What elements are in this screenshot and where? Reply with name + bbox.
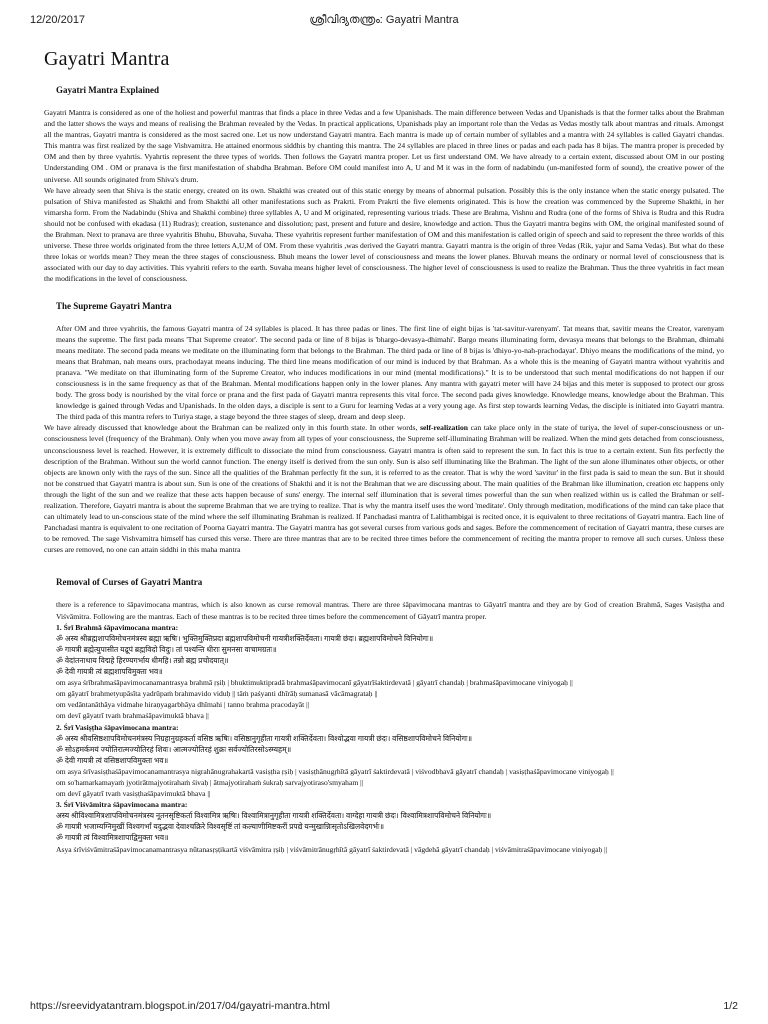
mantra-line: ॐ अस्य श्रीब्रह्मशापविमोचनमंत्रस्य ब्रह्मा ऋषिः। भुक्तिमुक्तिप्रदा ब्रह्मशापविमोचनी गायत्रीशक्तिर्देवता। गायत्री छंदः। ब्रह्मशापविमोचने विनियोगः॥ bbox=[56, 633, 434, 643]
mantra-line: ॐ सोऽहमर्कमयं ज्योतिरात्मज्योतिरहं शिवः। आत्मज्योतिरहं शुक्रः सर्वज्योतिरसोऽस्म्यहम्॥ bbox=[56, 744, 292, 754]
mantra-line: om devī gāyatrī tvaṁ brahmaśāpavimuktā bhava || bbox=[56, 711, 209, 721]
paragraph: After OM and three vyahritis, the famous Gayatri mantra of 24 syllables is placed. It has three padas or lines. The first line of eight bijas is 'tat-savitur-varenyam'. Tat means that, savitir means the Creator, varenyam means the supreme. The first pada means 'That Supreme creator'. The second pada or line of 8 bijas is 'bhargo-devasya-dhimahi'. Bargo means illuminating form, devasya means that belongs to the Brahman, dhimahi means meditate. The second pada means we meditate on the illuminating form that belongs to the Brahman. The third pada or line of 8 bijas is 'dhiyo-yo-nah-prachodayat'. Dhiyo means the modifications of the mind, yo means that Brahman, nah means ours, prachodayat means inducing. The third line means modification of our mind is induced by that Brahman. As a whole this is the meaning of Gayatri mantra without vyahritis and pranava. "We meditate on that illuminating form of the Supreme Creator, who induces modifications in our mind (mental modifications)." It is to be understood that such mental modifications do not happen if our consciousness is in the same frequency as that of the Brahman. Mental modifications happen only in the lower planes. Any mantra with gayatri meter will have 24 bijas and this meter is supposed to protect our gross body. The gross body is nourished by the vital force or prana and the first pada of Gayatri mantra represents this vital force. The second pada gives knowledge. Knowledge means, knowledge about the Brahman. This knowledge is gained through Vedas and Upanishads. In the olden days, a disciple is sent to a Guru for learning Vedas at a very young age. As first step towards learning Vedas, the disciple is initiated into Gayatri mantra. The third pada of this mantra refers to Turiya stage, a stage beyond the three stages of sleep, dream and deep sleep. bbox=[56, 323, 724, 422]
mantra-line: ॐ गायत्री त्वं विश्वामित्रशापाद्विमुक्ता भव॥ bbox=[56, 833, 169, 843]
page-number: 1/2 bbox=[723, 1000, 738, 1012]
paragraph: there is a reference to śāpavimocana mantras, which is also known as curse removal mantras. There are three śāpavimocana mantras to Gāyatrī mantra and they are by God of creation Brahmā, Sages Vasiṣṭha and Viśvāmitra. Following are the mantras. Each of these mantras is to be recited three times before the commencement of Gāyatrī mantra proper. bbox=[56, 600, 724, 621]
section-heading-explained: Gayatri Mantra Explained bbox=[56, 85, 159, 95]
print-date: 12/20/2017 bbox=[30, 14, 86, 26]
bold-term: self-realization bbox=[420, 423, 469, 433]
mantra-list bbox=[44, 622, 724, 855]
mantra-line: om asya śrībrahmaśāpavimocanamantrasya brahmā ṛṣiḥ | bhuktimuktipradā brahmaśāpavimocanī gāyatrīśaktirdevatā | gāyatrī chandaḥ | brahmaśāpavimocane viniyogaḥ || bbox=[56, 678, 573, 688]
mantra-line: ॐ गायत्री ब्रह्मेत्युपासीत यद्रूपं ब्रह्मविदो विदुः। तां पश्यन्ति धीराः सुमनसा वाचामग्रतः॥ bbox=[56, 644, 277, 654]
page-url: https://sreevidyatantram.blogspot.in/2017/04/gayatri-mantra.html bbox=[30, 1000, 330, 1012]
document-title: Gayatri Mantra bbox=[44, 48, 170, 70]
document-body bbox=[44, 48, 724, 990]
mantra-line: ॐ देवी गायत्री त्वं वसिष्ठशापविमुक्ता भव॥ bbox=[56, 755, 169, 765]
mantra-line: om vedāntanāthāya vidmahe hiraṇyagarbhāya dhīmahi | tanno brahma pracodayāt || bbox=[56, 700, 310, 710]
mantra-line: ॐ वेदांतनाथाय विद्महे हिरण्यगर्भाय धीमहि। तन्नो ब्रह्म प्रचोदयात्॥ bbox=[56, 655, 229, 665]
mantra-line: ॐ अस्य श्रीवसिष्ठशापविमोचनमंत्रस्य निग्रहानुग्रहकर्ता वसिष्ठ ऋषिः। वसिष्ठानुगृहीता गायत्री शक्तिर्देवता। विश्वोद्भवा गायत्री छंदः। वसिष्ठशापविमोचने विनियोगः॥ bbox=[56, 733, 473, 743]
paragraph-text: We have already discussed that knowledge about the Brahman can be realized only in this fourth state. In other words, bbox=[44, 423, 421, 433]
mantra-line: om gāyatrī brahmetyupāsīta yadrūpaṁ brahmavido viduḥ || tāṁ paśyanti dhīrāḥ sumanasā vācāmagrataḥ || bbox=[56, 689, 378, 699]
mantra-line: om asya śrīvasiṣṭhaśāpavimocanamantrasya nigrahānugrahakartā vasiṣṭha ṛṣiḥ | vasiṣṭhānugṛhītā gāyatrī śaktirdevatā | viśvodbhavā gāyatrī chandaḥ | vasiṣṭhaśāpavimocane viniyogaḥ || bbox=[56, 766, 614, 776]
print-header bbox=[30, 14, 738, 30]
mantra-heading: 2. Śrī Vasiṣṭha śāpavimocana mantra: bbox=[56, 722, 179, 732]
mantra-heading: 3. Śrī Viśvāmitra śāpavimocana mantra: bbox=[56, 800, 188, 810]
section-heading-supreme: The Supreme Gayatri Mantra bbox=[56, 300, 172, 311]
paragraph bbox=[44, 422, 724, 555]
paragraph-text: can take place only in the state of turiya, the level of super-consciousness or un-consciousness level (frequency of the Brahman). Only when you move away from all types of your consciousness, the Supreme self-illuminating Brahman will be realized. When the mind gets detached from consciousness, unconsciousness level is reached. However, it is extremely difficult to dissociate the mind from consciousness. Gayatri mantra is often said to represent the sun. In fact this is true to a certain extent. Sun fits perfectly the description of the Brahman. Without sun the world cannot function. The energy itself is derived from the sun only. Sun is also self illuminating like the Brahman. The light of the sun alone illuminates other objects, or other objects are known only with the rays of the sun. Since all the qualities of the Brahman perfectly fit the sun, it is referred to as the creator. That is why the word 'savitur' in the first pada is said to mean the sun. But it should not be construed that Gayatri mantra is about sun. Sun is one of the creations of Shakthi and it is not the Brahman that we are discussing about. The main qualities of the Brahman like illumination, creation etc happens only through the light of the sun and we realize that these acts happen because of suns' energy. The internal self illumination that is several times powerful than the sun when realized within us is called the Brahman or self-realization. Therefore, Gayatri mantra is about the supreme Brahman that we are trying to realize. That is why the mantra itself uses the word 'meditate'. Only through meditation, modifications of the mind can take place that can ultimately lead to un-conscious state of the mind where the self illuminating Brahman is realized. If Panchadasi mantra of Lalithambigai is recited once, it is equivalent to three recitations of Gayatri mantra. Each line of Panchadasi mantra is equivalent to one recitation of Poorna Gayatri mantra. The Gayatri mantra has got several curses from various gods and sages. Before the commencement of recitation of Gayatri mantra, these curses are to be removed. The sage Vishvamitra himself has cursed this verse. There are three mantras that are to be recited three times before the commencement of reciting the mantra proper to remove all such curses. Unless these curses are removed, no one can attain siddhi in this maha mantra bbox=[44, 423, 724, 555]
mantra-line: om so'hamarkamayaṁ jyotirātmajyotirahaṁ śivaḥ | ātmajyotirahaṁ śukraḥ sarvajyotiraso'smyaham || bbox=[56, 777, 364, 787]
paragraph: We have already seen that Shiva is the static energy, created on its own. Shakthi was created out of this static energy by means of abnormal pulsation. Possibly this is the only instance when the static energy pulsated. The pulsation of Shiva manifested as Shakthi and from Shakthi all other manifestations such as Prakrti. From Prakrti the five elements originated. This is how the creation was commenced by the Supreme Shakthi, in her vimarsha form. From the Nadabindu (Shiva and Shakthi combine) three syllables A, U and M originated, representing various triads. These are Brahma, Vishnu and Rudra (one of the forms of Shiva is Rudra and this Rudra should not be confused with ekadasa (11) Rudras); creation, sustenance and dissolution; past, present and future and desire, knowledge and action. Thus the Gayatri mantra begins with OM, the original manifested sound of the Brahman. Next to pranava are three vyahritis Bhuhu, Bhuvaha, Suvaha. These vyahritis represent further manifestation of OM and this manifestation is called origin of speech and said to represent the three worlds of this universe. These three worlds originated from the three letters A,U,M of OM. From these vyahritis ,was derived the Gayatri mantra. Gayatri mantra is the origin of three Vedas (Rik, yajur and Sama Vedas). But what do these three lokas or worlds mean? They mean the three stages of consciousness. Bhuh means the lower level of consciousness and means the lower planes. Bhuvah means the ordinary or normal level of consciousness that is associated with our day to day activities. This vyahriti refers to the earth. Suvaha means higher level of consciousness. The higher level of consciousness is used to realize the Brahman. Thus the three vyahritis in fact mean the modifications in the level of consciousness. bbox=[44, 185, 724, 284]
mantra-line: ॐ देवी गायत्री त्वं ब्रह्मशापविमुक्ता भव॥ bbox=[56, 667, 163, 677]
mantra-line: ॐ गायत्री भजाम्यग्निमुखीं विश्वगर्भां यदुद्भवा देवाश्चक्रिरे विश्वसृष्टिं तां कल्याणीमिष्टकरीं प्रपद्ये यन्मुखान्निःसृतोऽखिलवेदगर्भः॥ bbox=[56, 822, 385, 832]
print-page-title: ശ്രീവിദ്യതന്ത്രം: Gayatri Mantra bbox=[309, 14, 459, 26]
mantra-line: Asya śrīviśvāmitraśāpavimocanamantrasya nūtanasṛṣṭikartā viśvāmitra ṛṣiḥ | viśvāmitrānugṛhītā gāyatrī śaktirdevatā | vāgdehā gāyatrī chandaḥ | viśvāmitraśāpavimocane viniyogaḥ || bbox=[56, 844, 608, 854]
print-footer bbox=[30, 1000, 738, 1014]
mantra-heading: 1. Śrī Brahmā śāpavimocana mantra: bbox=[56, 622, 179, 632]
mantra-line: अस्य श्रीविश्वामित्रशापविमोचनमंत्रस्य नूतनसृष्टिकर्ता विश्वामित्र ऋषिः। विश्वामित्रानुगृहीता गायत्री शक्तिर्देवता। वाग्देहा गायत्री छंदः। विश्वामित्रशापविमोचने विनियोगः॥ bbox=[56, 811, 492, 821]
section-heading-curses: Removal of Curses of Gayatri Mantra bbox=[56, 577, 203, 588]
mantra-line: om devī gāyatrī tvaṁ vasiṣṭhaśāpavimuktā bhava || bbox=[56, 789, 211, 799]
paragraph: Gayatri Mantra is considered as one of the holiest and powerful mantras that finds a place in three Vedas and a few Upanishads. The main difference between Vedas and Upanishads is that the former talks about the Brahman and the latter shows the ways and means of realising the Brahman revealed by the Vedas. In practical applications, Upanishads play an important role than the Vedas as Vedas mostly talk about mantras and rituals. Amongst all the mantras, Gayatri mantra is considered as the most sacred one. Let us now understand Gayatri mantra. Each mantra is made up of certain number of syllables and a mantra with 24 syllables is called Gayatri chandas. This mantra was first realized by the sage Vishvamitra. He attained enormous siddhis by chanting this mantra. The 24 syllables are placed in three lines or padas and each pada has 8 bijas. The mantra proper is preceded by OM and then by three vyahrtis. Vyahrtis represent the three types of worlds. Then follows the Gayatri mantra proper. Let us first understand OM. We have already to a certain extent, discussed about OM in our posting Understanding OM . OM or pranava is the first manifestation of shabdha Brahman. Before OM could manifest into A, U and M it was in the form of nadabindu (un-manifested form of sound), the creative power of the universe. All sounds originated from Shiva's drum. bbox=[44, 108, 724, 184]
